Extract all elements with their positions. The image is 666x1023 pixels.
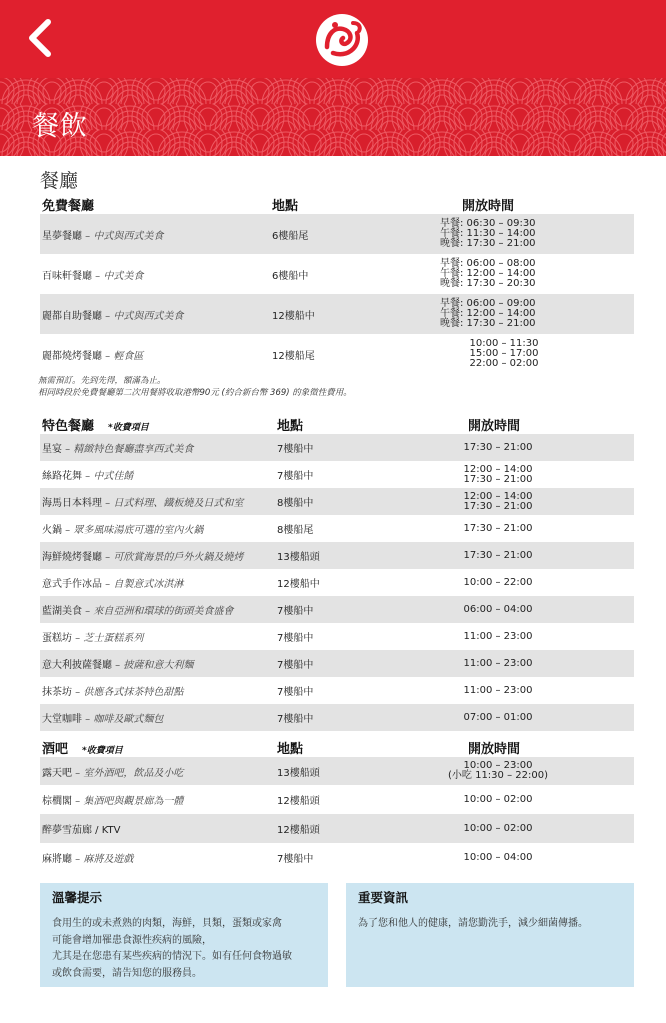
- info-title: 重要資訊: [358, 890, 409, 905]
- tips-box: [40, 883, 328, 987]
- restaurant-location: 7樓船中: [277, 854, 314, 865]
- restaurant-desc: – 輕食區: [102, 350, 144, 362]
- restaurant-hours: 17:30 – 21:00: [463, 441, 533, 453]
- restaurant-location: 12樓船中: [277, 579, 320, 590]
- restaurant-desc: – 芝士蛋糕系列: [72, 633, 144, 644]
- table-row: [40, 650, 634, 677]
- paid-tag: *收費項目: [108, 423, 149, 433]
- restaurant-name: 露天吧: [42, 767, 72, 779]
- chevron-left-icon: [24, 18, 58, 58]
- wave-pattern: [0, 78, 666, 156]
- restaurant-hours: 早餐: 06:00 – 09:00 午餐: 12:00 – 14:00 晚餐: 17:30 – 21:00: [440, 298, 536, 329]
- info-body: 為了您和他人的健康，請您勤洗手，減少細菌傳播。: [358, 918, 588, 929]
- restaurant-location: 7樓船中: [277, 660, 314, 671]
- restaurant-name: 蛋糕坊: [42, 633, 72, 644]
- tips-title: 溫馨提示: [52, 890, 103, 905]
- restaurant-name: 麗都燒烤餐廳: [42, 350, 102, 362]
- top-bar: [0, 0, 666, 78]
- restaurant-location: 6樓船尾: [272, 230, 309, 242]
- header-location: 地點: [277, 419, 304, 434]
- table-row: [40, 434, 634, 461]
- restaurant-location: 7樓船中: [277, 471, 314, 482]
- restaurant-desc: – 中式美食: [92, 270, 144, 282]
- restaurant-name: 藍湖美食: [42, 606, 82, 617]
- paid-tag: *收費項目: [82, 746, 123, 756]
- restaurant-hours: 早餐: 06:30 – 09:30 午餐: 11:30 – 14:00 晚餐: 17:30 – 21:00: [440, 218, 536, 249]
- restaurant-hours: 12:00 – 14:00 17:30 – 21:00: [463, 463, 533, 485]
- header-name: 免費餐廳: [42, 199, 95, 214]
- table-header: [40, 412, 634, 434]
- restaurant-location: 13樓船頭: [277, 552, 320, 563]
- note-reservation: 無需預訂。先到先得，額滿為止。: [38, 376, 166, 386]
- restaurant-desc: – 中式與西式美食: [82, 230, 164, 242]
- table-row: [40, 596, 634, 623]
- restaurant-location: 7樓船中: [277, 606, 314, 617]
- restaurant-name: 意式手作冰品: [42, 579, 102, 590]
- table-row: [40, 542, 634, 569]
- restaurant-desc: – 室外酒吧，飲品及小吃: [72, 767, 184, 779]
- restaurant-location: 8樓船中: [277, 498, 314, 509]
- restaurant-name: 醉夢雪茄廊 / KTV: [42, 825, 121, 836]
- restaurant-location: 12樓船頭: [277, 825, 320, 836]
- restaurant-name: 抹茶坊: [42, 687, 72, 698]
- restaurant-hours: 11:00 – 23:00: [463, 630, 533, 642]
- restaurant-name: 星宴: [42, 444, 62, 455]
- free-restaurants-table: [40, 192, 634, 374]
- restaurant-desc: – 日式料理、鐵板燒及日式和室: [102, 498, 244, 509]
- restaurant-name: 大堂咖啡: [42, 714, 82, 725]
- bar-rows: [40, 757, 634, 872]
- restaurant-name: 海馬日本料理: [42, 498, 102, 509]
- restaurant-location: 7樓船中: [277, 687, 314, 698]
- page-banner: [0, 78, 666, 156]
- info-box: [346, 883, 634, 987]
- restaurant-desc: – 麻將及遊戲: [72, 854, 134, 865]
- table-row: [40, 843, 634, 872]
- table-row: [40, 814, 634, 843]
- table-row: [40, 334, 634, 374]
- restaurant-desc: – 中式佳餚: [82, 471, 134, 482]
- restaurant-desc: – 供應各式抹茶特色甜點: [72, 687, 184, 698]
- restaurant-location: 7樓船中: [277, 633, 314, 644]
- header-location: 地點: [277, 742, 304, 757]
- restaurant-hours: 12:00 – 14:00 17:30 – 21:00: [463, 490, 533, 512]
- restaurant-desc: – 可欣賞海景的戶外火鍋及燒烤: [102, 552, 244, 563]
- header-hours: 開放時間: [462, 199, 515, 214]
- restaurant-hours: 11:00 – 23:00: [463, 684, 533, 696]
- restaurant-hours: 06:00 – 04:00: [463, 603, 533, 615]
- restaurant-hours: 10:00 – 04:00: [463, 851, 533, 863]
- restaurant-name: 麗都自助餐廳: [42, 310, 102, 322]
- header-hours: 開放時間: [468, 742, 521, 757]
- table-row: [40, 461, 634, 488]
- restaurant-desc: – 來自亞洲和環球的街頭美食盛會: [82, 606, 234, 617]
- restaurant-name: 麻將廳: [42, 854, 72, 865]
- table-header: [40, 192, 634, 214]
- restaurant-name: 絲路花舞: [42, 471, 82, 482]
- restaurant-name: 火鍋: [42, 525, 62, 536]
- restaurant-name: 意大利披薩餐廳: [42, 660, 112, 671]
- restaurant-name: 百味軒餐廳: [42, 270, 92, 282]
- table-row: [40, 677, 634, 704]
- bars-table: [40, 735, 634, 872]
- restaurant-hours: 10:00 – 02:00: [463, 822, 533, 834]
- table-row: [40, 785, 634, 814]
- restaurant-location: 7樓船中: [277, 444, 314, 455]
- restaurant-hours: 17:30 – 21:00: [463, 549, 533, 561]
- table-row: [40, 488, 634, 515]
- restaurant-location: 12樓船中: [272, 310, 315, 322]
- restaurant-hours: 10:00 – 23:00 (小吃 11:30 – 22:00): [448, 760, 548, 781]
- restaurant-hours: 10:00 – 02:00: [463, 793, 533, 805]
- section-title: 餐廳: [40, 170, 79, 192]
- table-row: [40, 214, 634, 254]
- restaurant-desc: – 中式與西式美食: [102, 310, 184, 322]
- back-button[interactable]: [24, 18, 58, 58]
- tips-body: 食用生的或未煮熟的肉類，海鮮，貝類，蛋類或家禽 可能會增加罹患食源性疾病的風險， 尤其是在您患有某些疾病的情況下。如有任何食物過敏 或飲食需要，請告知您的服務員。: [52, 918, 292, 979]
- resorts-world-logo-icon: [313, 11, 371, 69]
- page-title: 餐飲: [32, 111, 88, 142]
- restaurant-location: 12樓船尾: [272, 350, 315, 362]
- specialty-rows: [40, 434, 634, 731]
- table-header: [40, 735, 634, 757]
- table-row: [40, 569, 634, 596]
- restaurant-hours: 10:00 – 11:30 15:00 – 17:00 22:00 – 02:00: [469, 338, 539, 369]
- restaurant-desc: – 集酒吧與觀景廊為一體: [72, 796, 184, 807]
- restaurant-location: 7樓船中: [277, 714, 314, 725]
- restaurant-name: 棕櫚閣: [42, 796, 72, 807]
- restaurant-location: 6樓船中: [272, 270, 309, 282]
- table-row: [40, 704, 634, 731]
- restaurant-desc: – 咖啡及歐式麵包: [82, 714, 164, 725]
- restaurant-hours: 17:30 – 21:00: [463, 522, 533, 534]
- restaurant-hours: 早餐: 06:00 – 08:00 午餐: 12:00 – 14:00 晚餐: 17:30 – 20:30: [440, 258, 536, 289]
- restaurant-location: 8樓船尾: [277, 525, 314, 536]
- note-fee: 相同時段於免費餐廳第二次用餐將收取港幣90元 (約合新台幣 369) 的象徵性費用。: [38, 388, 352, 398]
- restaurant-location: 13樓船頭: [277, 767, 320, 779]
- restaurant-desc: – 眾多風味湯底可選的室內火鍋: [62, 525, 204, 536]
- restaurant-location: 12樓船頭: [277, 796, 320, 807]
- restaurant-hours: 07:00 – 01:00: [463, 711, 533, 723]
- restaurant-name: 海鮮燒烤餐廳: [42, 552, 102, 563]
- restaurant-hours: 11:00 – 23:00: [463, 657, 533, 669]
- table-row: [40, 254, 634, 294]
- table-row: [40, 515, 634, 542]
- specialty-restaurants-table: [40, 412, 634, 731]
- header-location: 地點: [272, 199, 299, 214]
- header-name: 酒吧: [42, 742, 69, 757]
- restaurant-desc: – 自製意式冰淇淋: [102, 579, 184, 590]
- header-hours: 開放時間: [468, 419, 521, 434]
- restaurant-name: 星夢餐廳: [42, 230, 82, 242]
- restaurant-hours: 10:00 – 22:00: [463, 576, 533, 588]
- header-name: 特色餐廳: [42, 419, 95, 434]
- table-row: [40, 623, 634, 650]
- restaurant-desc: – 披薩和意大利麵: [112, 660, 194, 671]
- restaurant-desc: – 精緻特色餐廳盡享西式美食: [62, 444, 194, 455]
- table-row: [40, 757, 634, 785]
- table-row: [40, 294, 634, 334]
